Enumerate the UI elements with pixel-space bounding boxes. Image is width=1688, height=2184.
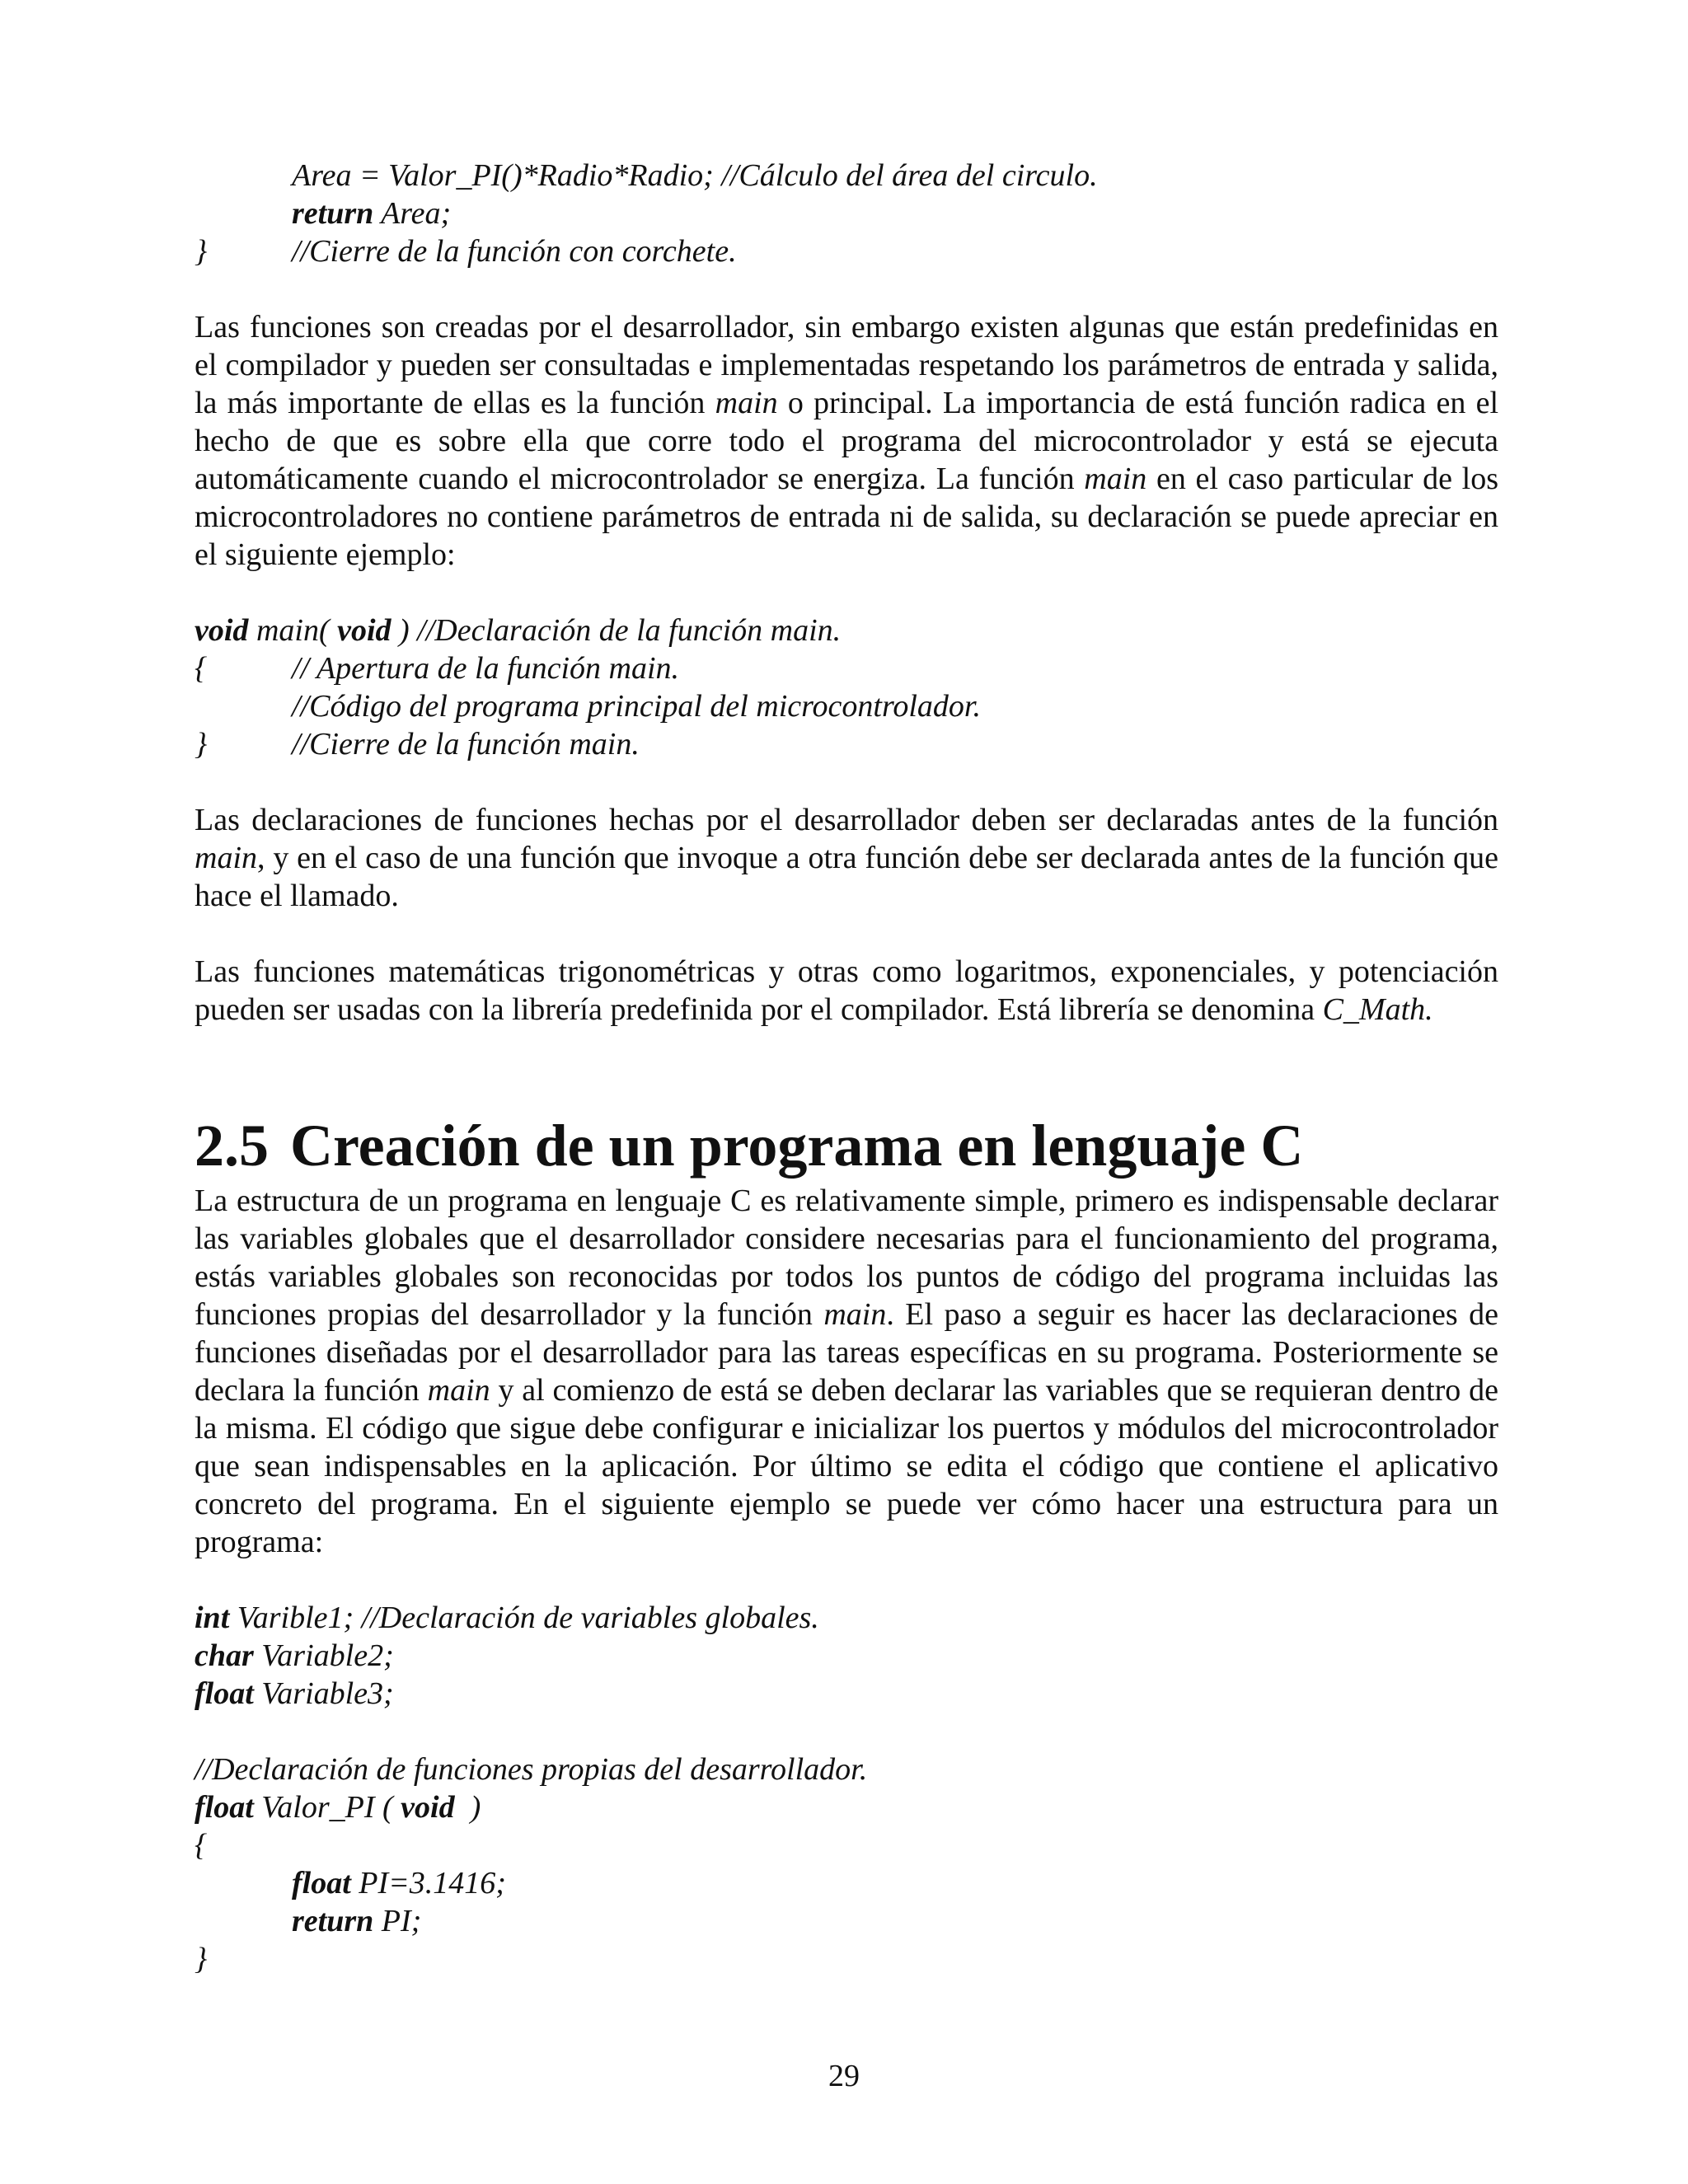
code-keyword: int bbox=[195, 1601, 230, 1635]
code-open-brace: { bbox=[195, 651, 208, 686]
italic-term: main bbox=[823, 1297, 887, 1332]
code-keyword: void bbox=[337, 613, 392, 648]
paragraph-declarations bbox=[195, 801, 1498, 915]
code-text: main( bbox=[248, 613, 338, 648]
code-text: ) //Declaración de la función main. bbox=[391, 613, 842, 648]
code-line-return-pi bbox=[292, 1902, 421, 1940]
paragraph-program-structure bbox=[195, 1182, 1498, 1561]
code-line-area: Area = Valor_PI()*Radio*Radio; //Cálculo del área del circulo. bbox=[292, 158, 1098, 193]
code-line-int-var bbox=[195, 1599, 819, 1637]
code-comment-close: //Cierre de la función con corchete. bbox=[292, 234, 737, 269]
code-keyword: void bbox=[401, 1790, 455, 1825]
code-line-brace-close: } bbox=[195, 234, 208, 269]
page-number: 29 bbox=[828, 2059, 860, 2093]
section-heading bbox=[195, 1111, 1303, 1180]
code-comment-functions: //Declaración de funciones propias del desarrollador. bbox=[195, 1752, 868, 1787]
paragraph-math-library bbox=[195, 953, 1498, 1029]
italic-term: main bbox=[195, 841, 257, 875]
paragraph-text: Las declaraciones de funciones hechas por el desarrollador deben ser declaradas antes de la función bbox=[195, 803, 1498, 837]
code-text: Variable3; bbox=[253, 1676, 394, 1711]
section-title: Creación de un programa en lenguaje C bbox=[290, 1113, 1304, 1179]
code-keyword: char bbox=[195, 1638, 254, 1673]
code-text: Valor_PI ( bbox=[253, 1790, 401, 1825]
code-line-float-var bbox=[195, 1675, 394, 1713]
paragraph-text: o principal. La importancia de está función radica en el hecho de que es sobre ella que corre todo el programa del microcontrolador y está se ejecuta automáticamente cuando el microcontrolador se energiza. La función bbox=[195, 386, 1498, 496]
code-keyword: float bbox=[195, 1790, 254, 1825]
italic-term: main bbox=[1084, 462, 1147, 496]
code-line-return-area bbox=[292, 194, 451, 232]
code-keyword: float bbox=[292, 1866, 351, 1900]
paragraph-text: Las funciones son creadas por el desarrollador, sin embargo existen algunas que están predefinidas en el compilador y pueden ser consultadas e implementadas respetando los parámetros de entrada y salida, la más importante de ellas es la función bbox=[195, 310, 1498, 420]
code-comment-open: // Apertura de la función main. bbox=[292, 651, 680, 686]
paragraph-text: . El paso a seguir es hacer las declaraciones de funciones diseñadas por el desarrollador para las tareas específicas en su programa. Posteriormente se declara la función bbox=[195, 1297, 1498, 1408]
italic-term: C_Math. bbox=[1322, 992, 1433, 1027]
code-line-char-var bbox=[195, 1637, 394, 1675]
paragraph-text: en el caso particular de los microcontroladores no contiene parámetros de entrada ni de salida, su declaración se puede apreciar en el siguiente ejemplo: bbox=[195, 462, 1498, 572]
code-text: PI; bbox=[373, 1904, 422, 1938]
code-line-main-decl bbox=[195, 612, 841, 649]
code-text: Varible1; //Declaración de variables globales. bbox=[229, 1601, 819, 1635]
section-number: 2.5 bbox=[195, 1113, 269, 1179]
italic-term: main bbox=[715, 386, 778, 420]
code-keyword: void bbox=[195, 613, 249, 648]
code-close-brace: } bbox=[195, 727, 208, 762]
code-text: ) bbox=[454, 1790, 481, 1825]
code-close-brace-func: } bbox=[195, 1942, 208, 1976]
paragraph-functions bbox=[195, 308, 1498, 574]
code-keyword: float bbox=[195, 1676, 254, 1711]
code-keyword: return bbox=[292, 196, 374, 231]
paragraph-text: , y en el caso de una función que invoque a otra función debe ser declarada antes de la función que hace el llamado. bbox=[195, 841, 1498, 913]
paragraph-text: y al comienzo de está se deben declarar las variables que se requieran dentro de la misma. El código que sigue debe configurar e inicializar los puertos y módulos del microcontrolador que sean indispensables en la aplicación. Por último se edita el código que contiene el aplicativo concreto del programa. En el siguiente ejemplo se puede ver cómo hacer una estructura para un programa: bbox=[195, 1373, 1498, 1559]
paragraph-text: La estructura de un programa en lenguaje C es relativamente simple, primero es indispensable declarar las variables globales que el desarrollador considere necesarias para el funcionamiento del programa, estás variables globales son reconocidas por todos los puntos de código del programa incluidas las funciones propias del desarrollador y la función bbox=[195, 1183, 1498, 1332]
code-open-brace-func: { bbox=[195, 1828, 208, 1863]
code-keyword: return bbox=[292, 1904, 374, 1938]
italic-term: main bbox=[427, 1373, 490, 1408]
code-line-float-pi bbox=[292, 1864, 506, 1902]
paragraph-text: Las funciones matemáticas trigonométricas y otras como logaritmos, exponenciales, y potenciación pueden ser usadas con la librería predefinida por el compilador. Está librería se denomina bbox=[195, 954, 1498, 1027]
code-text: Area; bbox=[373, 196, 452, 231]
code-line-func-decl bbox=[195, 1788, 481, 1826]
code-comment-body: //Código del programa principal del microcontrolador. bbox=[292, 689, 981, 724]
code-text: PI=3.1416; bbox=[350, 1866, 506, 1900]
code-text: Variable2; bbox=[253, 1638, 394, 1673]
code-comment-close-main: //Cierre de la función main. bbox=[292, 727, 640, 762]
